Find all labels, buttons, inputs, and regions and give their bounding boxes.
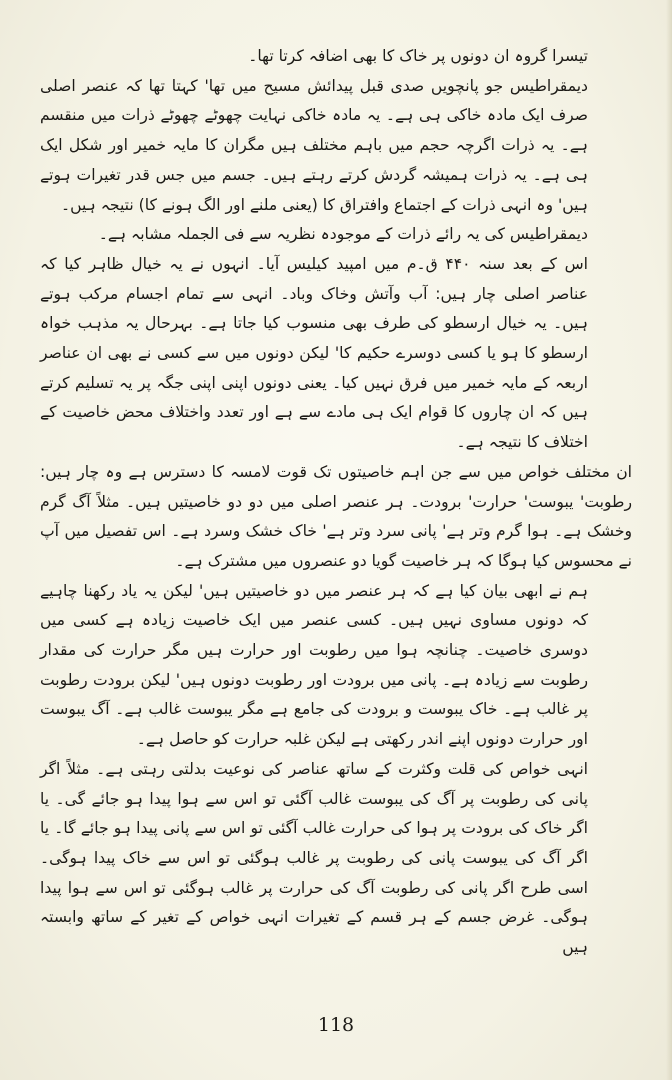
- paragraph-4: اس کے بعد سنہ ۴۴۰ ق۔م میں امپید کیلیس آیا۔ انہوں نے یہ خیال ظاہر کیا کہ عناصر اصلی چار ہیں: آب وآتش وخاک وباد۔ انہی سے تمام اجسام مرکب ہوتے ہیں۔ یہ خیال ارسطو کی طرف بھی منسوب کیا جاتا ہے۔ بہرحال یہ مذہب خواہ ارسطو کا ہو یا کسی دوسرے حکیم کا' لیکن دونوں میں سے کسی نے بھی ان عناصر اربعہ کے مایہ خمیر میں فرق نہیں کیا۔ یعنی دونوں اپنی اپنی جگہ پر یہ تسلیم کرتے ہیں کہ ان چاروں کا قوام ایک ہی مادے سے ہے اور تعدد واختلاف محض خاصیت کے اختلاف کا نتیجہ ہے۔: [40, 254, 588, 452]
- paragraph-1: تیسرا گروہ ان دونوں پر خاک کا بھی اضافہ کرتا تھا۔: [248, 47, 588, 65]
- paragraph-2: دیمقراطیس جو پانچویں صدی قبل پیدائش مسیح میں تھا' کہتا تھا کہ عنصر اصلی صرف ایک مادہ خاکی ہی ہے۔ یہ مادہ خاکی نہایت چھوٹے چھوٹے ذرات میں منقسم ہے۔ یہ ذرات اگرچہ حجم میں باہم مختلف ہیں مگران کا مایہ خمیر اور شکل ایک ہی ہے۔ یہ ذرات ہمیشہ گردش کرتے رہتے ہیں۔ جسم میں جس قدر تغیرات ہوتے ہیں' وہ انہی ذرات کے اجتماع وافتراق کا (یعنی ملنے اور الگ ہونے کا) نتیجہ ہیں۔: [40, 76, 588, 214]
- page-body-text: [40, 42, 632, 963]
- page-edge-shadow: [666, 0, 672, 1080]
- paragraph-3: دیمقراطیس کی یہ رائے ذرات کے موجودہ نظریہ سے فی الجملہ مشابہ ہے۔: [98, 225, 588, 244]
- paragraph-7: انہی خواص کی قلت وکثرت کے ساتھ عناصر کی نوعیت بدلتی رہتی ہے۔ مثلاً اگر پانی کی رطوبت پر آگ کی یبوست غالب آگئی تو اس سے ہوا پیدا ہو جائے گی۔ یا اگر خاک کی برودت پر ہوا کی حرارت غالب آگئی تو اس سے پانی پیدا ہو جائے گا۔ یا اگر آگ کی یبوست پانی کی رطوبت پر غالب ہوگئی تو اس سے خاک پیدا ہوگی۔ اسی طرح اگر پانی کی رطوبت آگ کی حرارت پر غالب ہوگئی تو اس سے ہوا پیدا ہوگی۔ غرض جسم کے ہر قسم کے تغیرات انہی خواص کے تغیر کے ساتھ وابستہ ہیں: [40, 759, 588, 957]
- paragraph-6: ہم نے ابھی بیان کیا ہے کہ ہر عنصر میں دو خاصیتیں ہیں' لیکن یہ یاد رکھنا چاہیے کہ دونوں مساوی نہیں ہیں۔ کسی عنصر میں ایک خاصیت زیادہ ہے کسی میں دوسری خاصیت۔ چنانچہ ہوا میں رطوبت اور حرارت ہیں مگر حرارت کی مقدار رطوبت سے زیادہ ہے۔ پانی میں برودت اور رطوبت دونوں ہیں' لیکن برودت رطوبت پر غالب ہے۔ خاک یبوست و برودت کی جامع ہے مگر یبوست غالب ہے۔ آگ یبوست اور حرارت دونوں اپنے اندر رکھتی ہے لیکن غلبہ حرارت کو حاصل ہے۔: [40, 581, 588, 749]
- paragraph-5: ان مختلف خواص میں سے جن اہم خاصیتوں تک قوت لامسہ کا دسترس ہے وہ چار ہیں: رطوبت' یبوست' حرارت' برودت۔ ہر عنصر اصلی میں دو دو خاصیتیں ہیں۔ مثلاً آگ گرم وخشک ہے۔ ہوا گرم وتر ہے' پانی سرد وتر ہے' خاک خشک وسرد ہے۔ اس تفصیل میں آپ نے محسوس کیا ہوگا کہ ہر خاصیت گویا دو عنصروں میں مشترک ہے۔: [40, 462, 632, 570]
- page-number: 118: [317, 1014, 355, 1036]
